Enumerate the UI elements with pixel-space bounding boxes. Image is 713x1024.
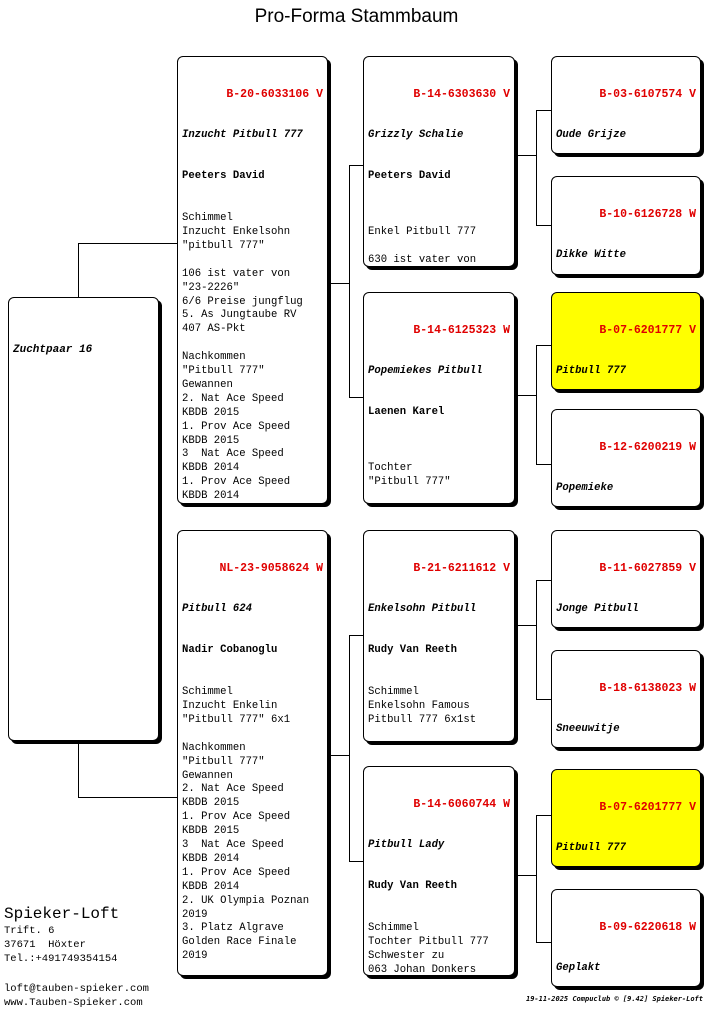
ring-number: B-10-6126728 W (599, 207, 696, 221)
ring-number: B-07-6201777 V (599, 323, 696, 337)
breeder-name: Peeters David (368, 170, 451, 183)
connector-line (330, 755, 350, 756)
pigeon-name: Inzucht Pitbull 777 (182, 128, 303, 141)
connector-line (349, 635, 350, 862)
ring-number: B-18-6138023 W (599, 681, 696, 695)
connector-line (78, 243, 79, 298)
pigeon-name: Popemieke (556, 481, 614, 494)
page-title: Pro-Forma Stammbaum (254, 6, 459, 27)
ring-number: NL-23-9058624 W (219, 561, 323, 575)
pedigree-card-vvv[interactable] (551, 56, 701, 154)
connector-line (536, 580, 537, 700)
pedigree-card-dam-dam[interactable] (363, 766, 515, 976)
pigeon-description: Tochter "Pitbull 777" (368, 461, 451, 488)
pigeon-name: Popemiekes Pitbull (368, 364, 483, 377)
breeder-name: Nadir Cobanoglu (182, 644, 278, 657)
pedigree-card-dam-sire[interactable] (363, 530, 515, 742)
breeder-name: Laenen Karel (368, 406, 445, 419)
pedigree-card-mvv[interactable] (551, 530, 701, 628)
connector-line (78, 243, 178, 244)
pedigree-card-mmv[interactable] (551, 769, 701, 867)
ring-number: B-12-6200219 W (599, 440, 696, 454)
ring-number: B-14-6060744 W (413, 797, 510, 811)
connector-line (78, 740, 79, 798)
connector-line (78, 797, 178, 798)
pigeon-description: Schimmel Inzucht Enkelsohn "pitbull 777" 106 ist vater von "23-2226" 6/6 Preise jungflug 5. As Jungtaube RV 407 AS-Pkt Nachkommen "Pitbull 777" Gewannen 2. Nat Ace Speed KBDB 2015 1. Prov Ace Speed KBDB 2015 3 Nat Ace Speed KBDB 2014 1. Prov Ace Speed KBDB 2014 (182, 212, 303, 503)
connector-line (349, 165, 350, 398)
ring-number: B-03-6107574 V (599, 87, 696, 101)
ring-number: B-07-6201777 V (599, 800, 696, 814)
pedigree-card-mmm[interactable] (551, 889, 701, 987)
pigeon-description: Schimmel Inzucht Enkelin "Pitbull 777" 6x1 Nachkommen "Pitbull 777" Gewannen 2. Nat Ace Speed KBDB 2015 1. Prov Ace Speed KBDB 2015 3 Nat Ace Speed KBDB 2014 1. Prov Ace Speed KBDB 2014 2. UK Olympia Poznan 2019 3. Platz Algrave Golden Race Finale 2019 (182, 686, 310, 963)
pigeon-name: Jonge Pitbull (556, 602, 639, 615)
pedigree-card-mvm[interactable] (551, 650, 701, 748)
footer-credit: 19-11-2025 Compuclub © [9.42] Spieker-Loft (525, 995, 703, 1003)
pedigree-card-vvm[interactable] (551, 176, 701, 275)
pair-label: Zuchtpaar 16 (13, 343, 93, 356)
pigeon-name: Dikke Witte (556, 248, 626, 261)
pigeon-name: Pitbull 777 (556, 364, 626, 377)
pigeon-name: Pitbull Lady (368, 838, 445, 851)
loft-name: Spieker-Loft (4, 905, 120, 923)
loft-contact-web[interactable]: loft@tauben-spieker.com www.Tauben-Spieker.com (4, 983, 149, 1009)
pigeon-name: Geplakt (556, 961, 601, 974)
pigeon-name: Sneeuwitje (556, 722, 620, 735)
connector-line (536, 345, 537, 465)
connector-line (517, 875, 537, 876)
pedigree-card-sire-sire[interactable] (363, 56, 515, 267)
pigeon-description: Schimmel Tochter Pitbull 777 Schwester zu 063 Johan Donkers (368, 922, 489, 976)
pedigree-card-vmv[interactable] (551, 292, 701, 390)
connector-line (536, 815, 537, 943)
ring-number: B-11-6027859 V (599, 561, 696, 575)
pigeon-name: Grizzly Schalie (368, 128, 464, 141)
breeder-name: Rudy Van Reeth (368, 880, 458, 893)
pedigree-card-vmm[interactable] (551, 409, 701, 507)
ring-number: B-21-6211612 V (413, 561, 510, 575)
pigeon-name: Enkelsohn Pitbull (368, 602, 477, 615)
connector-line (517, 395, 537, 396)
ring-number: B-14-6125323 W (413, 323, 510, 337)
pigeon-name: Pitbull 777 (556, 841, 626, 854)
pedigree-card-dam[interactable] (177, 530, 328, 976)
pair-card[interactable] (8, 297, 159, 741)
ring-number: B-14-6303630 V (413, 87, 510, 101)
connector-line (330, 283, 350, 284)
ring-number: B-09-6220618 W (599, 920, 696, 934)
breeder-name: Rudy Van Reeth (368, 644, 458, 657)
pigeon-name: Pitbull 624 (182, 602, 252, 615)
loft-address: Trift. 6 37671 Höxter Tel.:+491749354154 (4, 925, 118, 965)
pedigree-card-sire-dam[interactable] (363, 292, 515, 504)
ring-number: B-20-6033106 V (226, 87, 323, 101)
breeder-name: Peeters David (182, 170, 265, 183)
pigeon-description: Enkel Pitbull 777 630 ist vater von (368, 225, 477, 266)
connector-line (517, 625, 537, 626)
connector-line (536, 110, 537, 226)
pedigree-card-sire[interactable] (177, 56, 328, 504)
pigeon-description: Schimmel Enkelsohn Famous Pitbull 777 6x1st (368, 686, 477, 726)
connector-line (517, 155, 537, 156)
pigeon-name: Oude Grijze (556, 128, 626, 141)
